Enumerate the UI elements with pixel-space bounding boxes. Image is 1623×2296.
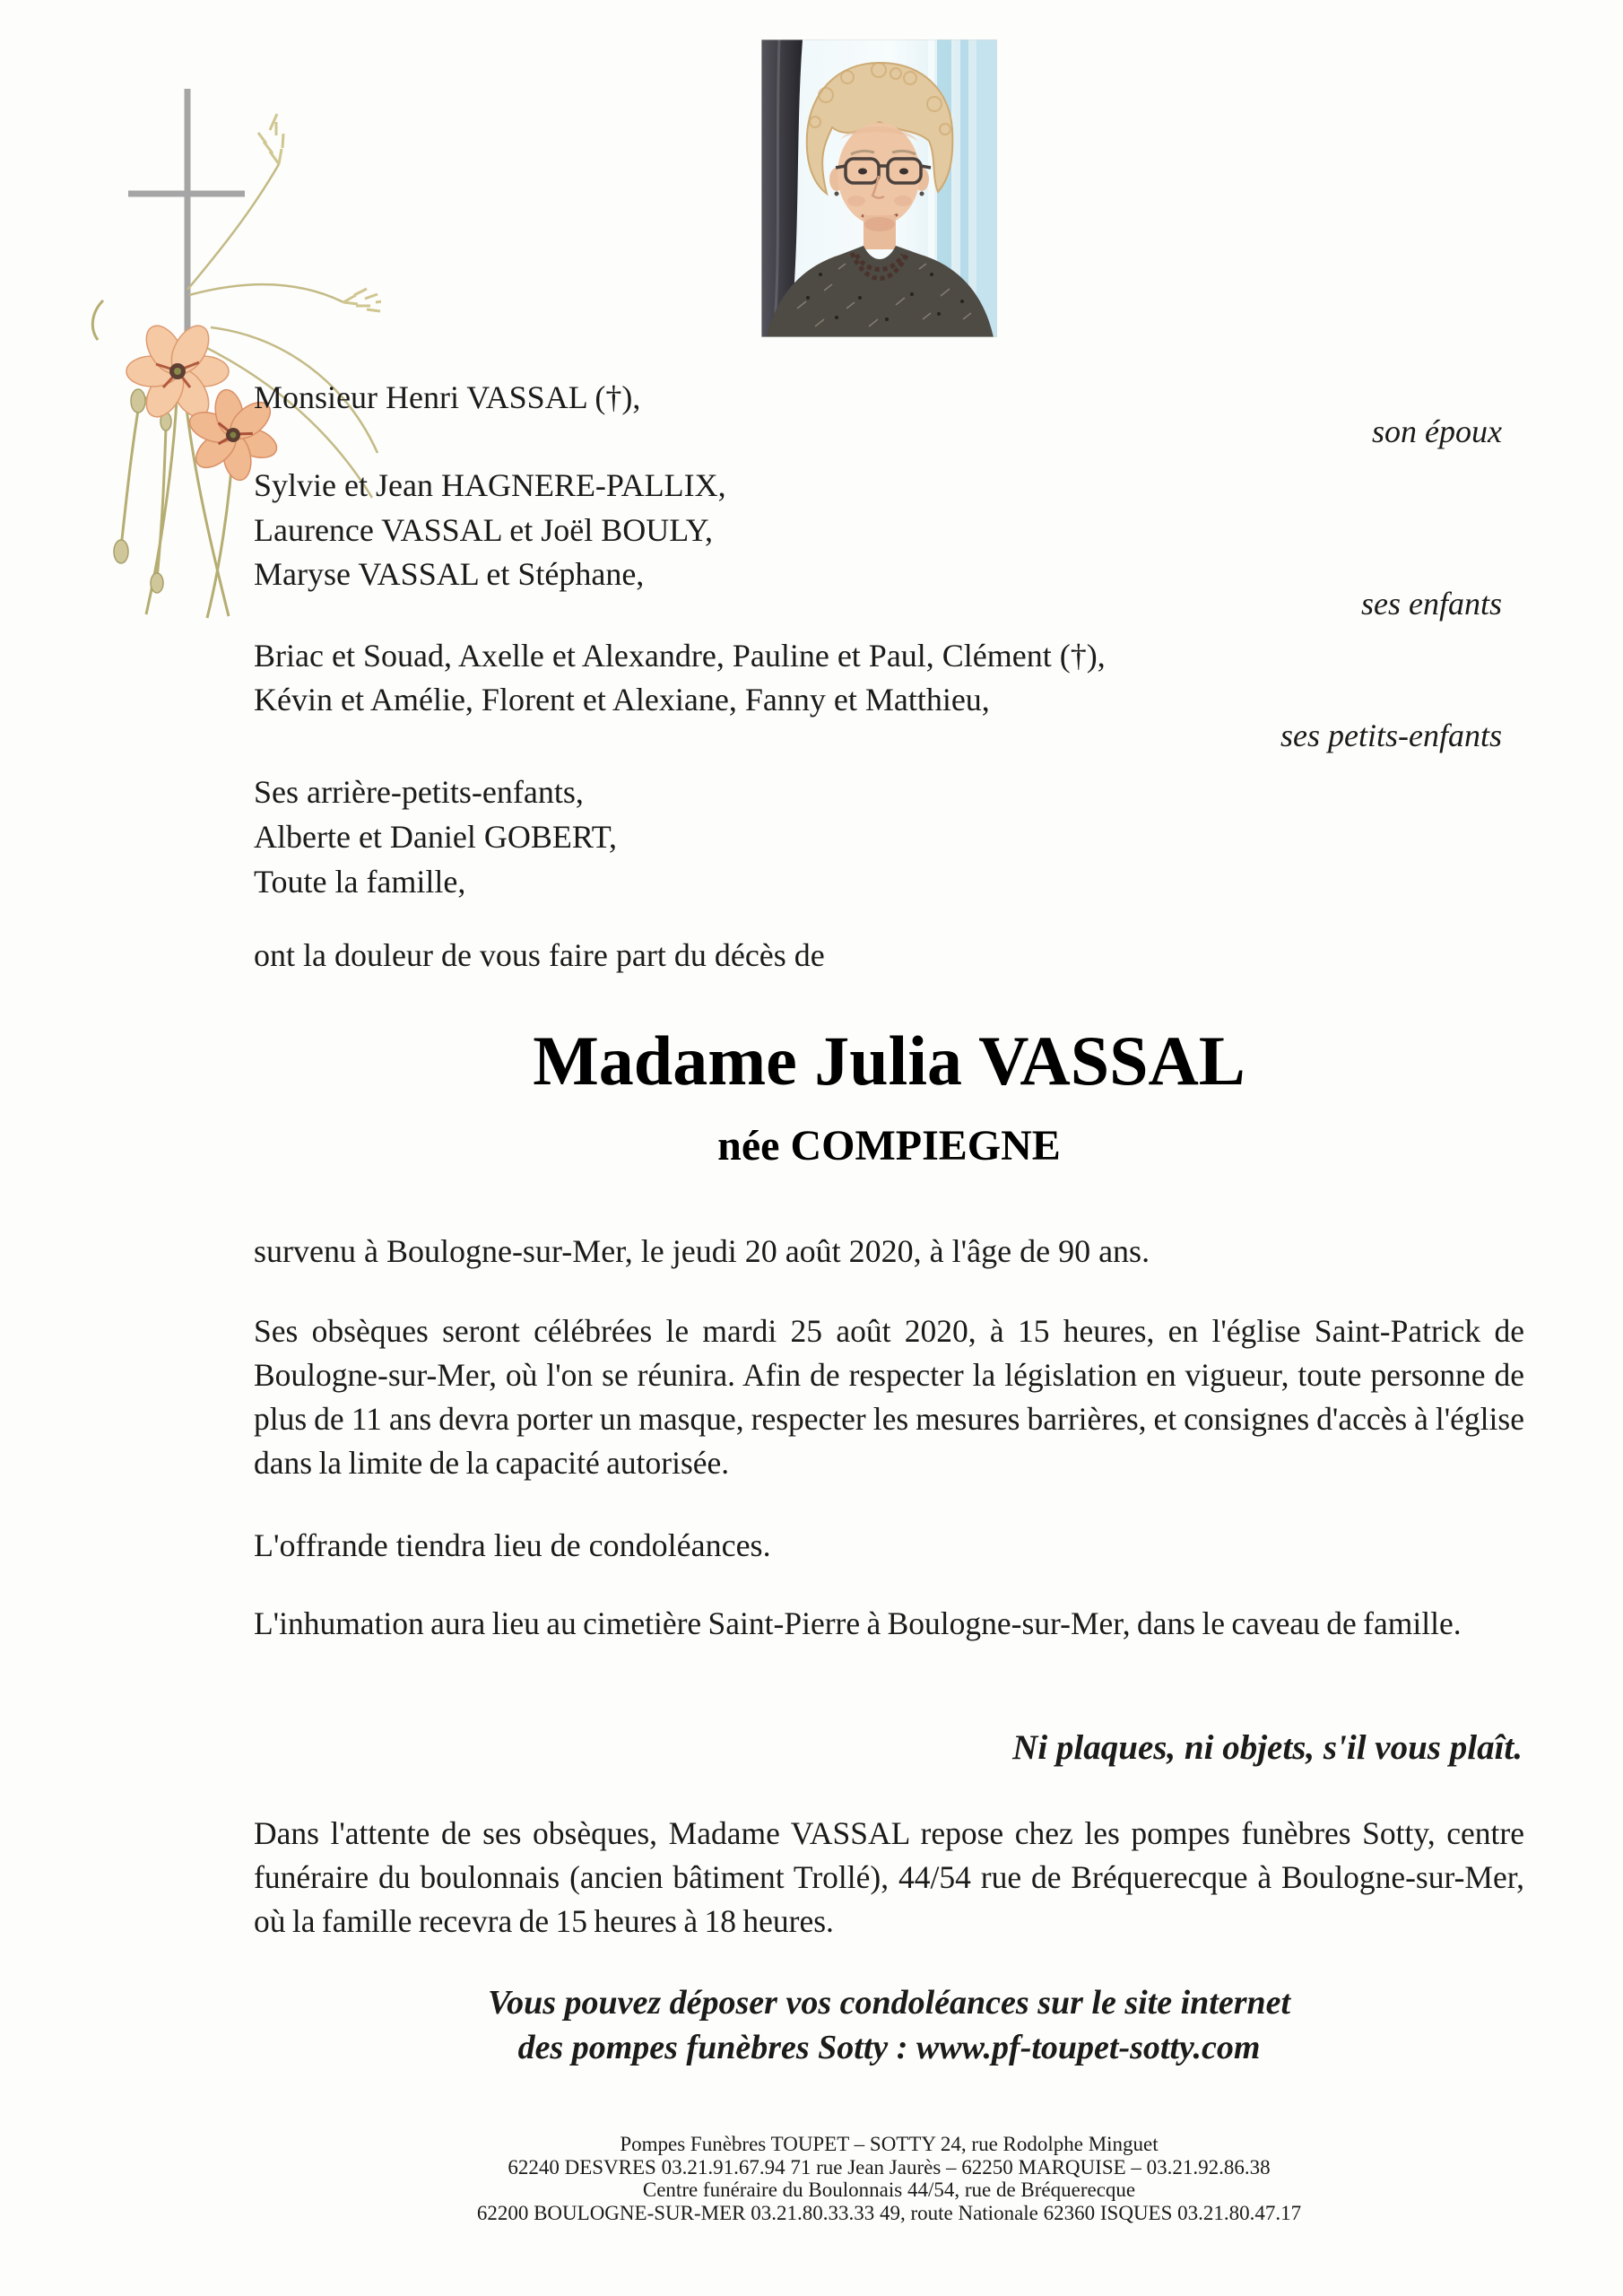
child-line: Laurence VASSAL et Joël BOULY, — [254, 512, 714, 548]
condolences-website-line: des pompes funèbres Sotty : www.pf-toupet-sotty.com — [517, 2029, 1261, 2066]
intro-line: ont la douleur de vous faire part du décès de — [254, 937, 825, 973]
spouse-line: Monsieur Henri VASSAL (†), — [254, 379, 641, 415]
maiden-name: née COMPIEGNE — [717, 1122, 1061, 1170]
funeral-home-footer — [254, 2133, 1524, 2224]
burial-paragraph: L'inhumation aura lieu au cimetière Saint-Pierre à Boulogne-sur-Mer, dans le caveau de famille. — [254, 1605, 1462, 1641]
memorial-cross — [128, 89, 245, 335]
deceased-name: Madame Julia VASSAL — [533, 1022, 1245, 1100]
grandchild-line: Kévin et Amélie, Florent et Alexiane, Fanny et Matthieu, — [254, 682, 990, 718]
spouse-label: son époux — [1372, 413, 1502, 449]
grandchildren-label: ses petits-enfants — [1280, 718, 1502, 753]
footer-line: 62240 DESVRES 03.21.91.67.94 71 rue Jean Jaurès – 62250 MARQUISE – 03.21.92.86.38 — [508, 2155, 1271, 2179]
condolences-line: Vous pouvez déposer vos condoléances sur le site internet — [487, 1984, 1291, 2022]
repose-paragraph: Dans l'attente de ses obsèques, Madame VASSAL repose chez les pompes funèbres Sotty, centre funéraire du boulonnais (ancien bâtiment Trollé), 44/54 rue de Bréquerecque à Boulogne-sur-Mer, où la famille recevra de 15 heures à 18 heures. — [254, 1815, 1524, 1939]
child-line: Sylvie et Jean HAGNERE-PALLIX, — [254, 467, 726, 503]
children-label: ses enfants — [1361, 586, 1502, 622]
child-line: Maryse VASSAL et Stéphane, — [254, 556, 645, 592]
family-line: Alberte et Daniel GOBERT, — [254, 819, 618, 855]
family-line: Toute la famille, — [254, 864, 466, 900]
footer-line: 62200 BOULOGNE-SUR-MER 03.21.80.33.33 49, route Nationale 62360 ISQUES 03.21.80.47.17 — [476, 2201, 1302, 2224]
no-plaques-request: Ni plaques, ni objets, s'il vous plaît. — [1012, 1728, 1523, 1767]
portrait-photo — [761, 39, 997, 337]
footer-line: Centre funéraire du Boulonnais 44/54, rue de Bréquerecque — [642, 2179, 1136, 2201]
wheat-heads — [258, 114, 381, 311]
death-line: survenu à Boulogne-sur-Mer, le jeudi 20 août 2020, à l'âge de 90 ans. — [254, 1233, 1150, 1269]
offering-line: L'offrande tiendra lieu de condoléances. — [254, 1527, 771, 1563]
family-line: Ses arrière-petits-enfants, — [254, 774, 584, 810]
footer-line: Pompes Funèbres TOUPET – SOTTY 24, rue Rodolphe Minguet — [620, 2133, 1159, 2155]
ceremony-paragraph: Ses obsèques seront célébrées le mardi 25 août 2020, à 15 heures, en l'église Saint-Patrick de Boulogne-sur-Mer, où l'on se réunira. Afin de respecter la législation en vigueur, toute personne de plus de 11 ans devra porter un masque, respecter les mesures barrières, et consignes d'accès à l'église dans la limite de la capacité autorisée. — [254, 1313, 1524, 1481]
grandchild-line: Briac et Souad, Axelle et Alexandre, Pauline et Paul, Clément (†), — [254, 638, 1106, 674]
